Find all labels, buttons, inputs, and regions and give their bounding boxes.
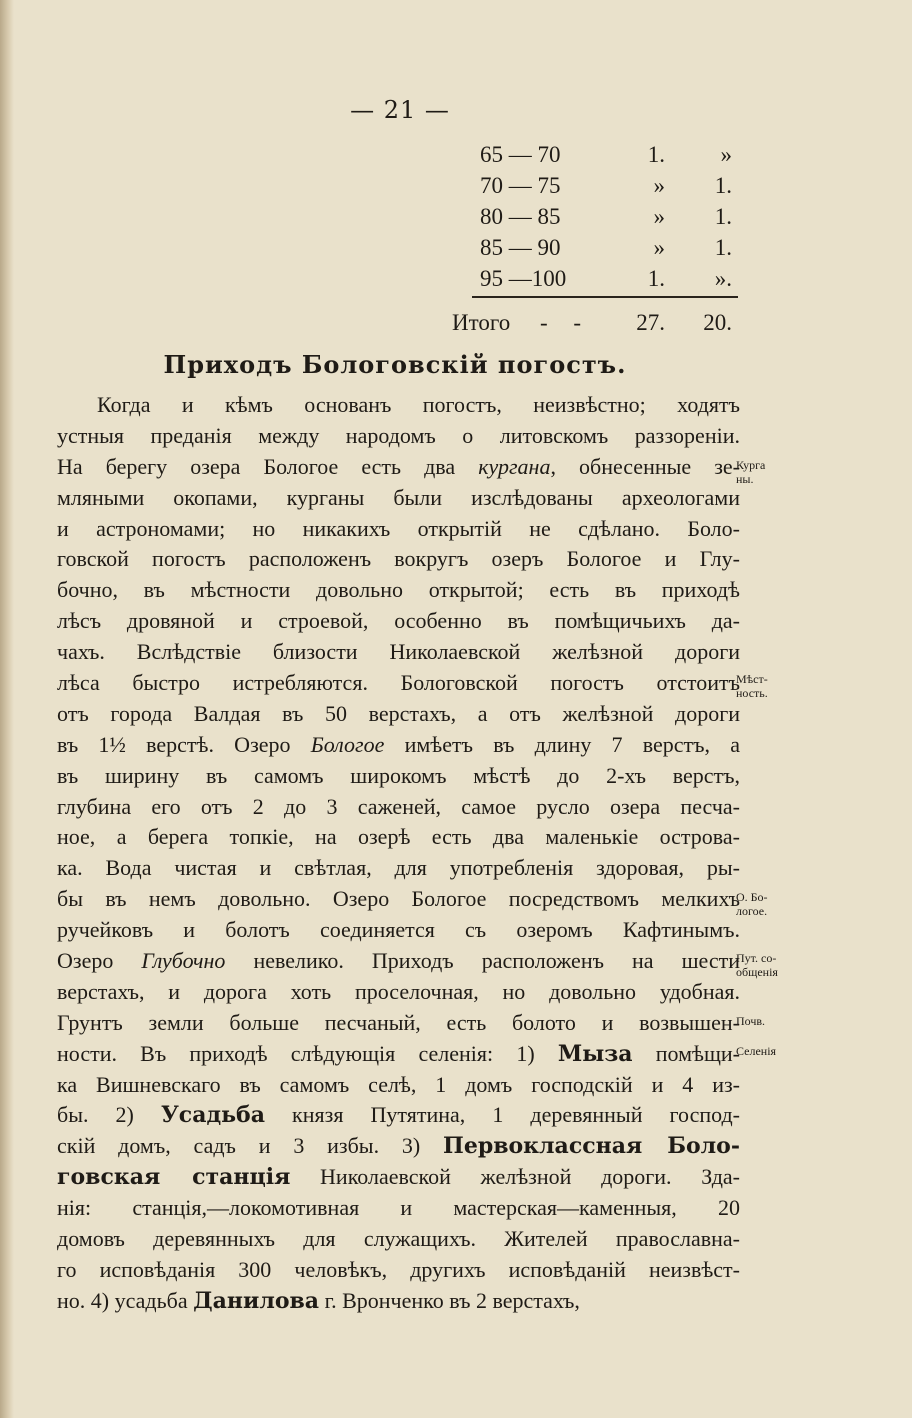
table-cell-a: » (653, 173, 665, 198)
text-line (57, 575, 740, 606)
margin-note-line: Почв. (736, 1014, 766, 1028)
text-line (57, 1008, 740, 1039)
text-segment: г. Вронченко въ 2 верстахъ, (319, 1287, 580, 1313)
text-segment: помѣщи- (632, 1040, 740, 1066)
text-segment: ка. Вода чистая и свѣтлая, для употребленія здоровая, ры- (57, 855, 740, 881)
text-segment: лѣса быстро истребляются. Бологовской погостъ отстоитъ (57, 670, 740, 696)
text-line (57, 853, 740, 884)
text-line (57, 544, 740, 575)
table-cell-a: 1. (647, 142, 665, 167)
text-line (57, 514, 740, 545)
table-row (440, 235, 740, 266)
table-cell-range: 95 —100 (480, 266, 567, 291)
margin-note-mestnost (736, 672, 802, 700)
text-line (57, 483, 740, 514)
table-total-row (440, 310, 740, 341)
section-heading: Приходъ Бологовскій погостъ. (163, 350, 627, 379)
text-segment: мляными окопами, курганы были изслѣдованы археологами (57, 484, 740, 510)
table-row (440, 173, 740, 204)
emphasized-text: Бологое (310, 731, 385, 757)
table-cell-range: 80 — 85 (480, 204, 561, 229)
text-line (57, 977, 740, 1008)
text-segment: Озеро (57, 948, 142, 974)
table-cell-range: 65 — 70 (480, 142, 561, 167)
text-segment: бочно, въ мѣстности довольно открытой; есть въ приходѣ (57, 577, 740, 603)
text-line (57, 452, 740, 483)
text-line (57, 1224, 740, 1255)
margin-note-soobshchenia (736, 951, 802, 979)
text-line (57, 792, 740, 823)
emphasized-text: Глубочно (141, 948, 226, 974)
total-a: 27. (636, 310, 665, 335)
text-segment: ности. Въ приходѣ слѣдующія селенія: 1) (57, 1040, 558, 1066)
text-segment: скій домъ, садъ и 3 избы. 3) (57, 1133, 444, 1159)
text-segment: Грунтъ земли больше песчаный, есть болото и возвышен- (57, 1009, 740, 1035)
text-line (57, 915, 740, 946)
emphasized-text: Усадьба (160, 1102, 265, 1129)
table-cell-b: 1. (714, 173, 732, 198)
text-line (57, 1162, 740, 1193)
text-segment: глубина его отъ 2 до 3 саженей, самое русло озера песча- (57, 793, 740, 819)
total-label: Итого (452, 310, 511, 335)
table-cell-range: 85 — 90 (480, 235, 561, 260)
text-segment: отъ города Валдая въ 50 верстахъ, а отъ желѣзной дороги (57, 700, 740, 726)
emphasized-text: Данилова (193, 1287, 320, 1314)
margin-note-pochva (736, 1014, 802, 1028)
margin-note-line: общенія (736, 965, 778, 979)
text-line (57, 668, 740, 699)
emphasized-text: Мыза (557, 1040, 633, 1067)
text-line (57, 1100, 740, 1131)
margin-note-line: Курга (736, 458, 766, 472)
table-cell-b: ». (714, 266, 732, 291)
text-segment: въ ширину въ самомъ широкомъ мѣстѣ до 2-хъ верстъ, (57, 762, 740, 788)
text-segment: верстахъ, и дорога хоть проселочная, но довольно удобная. (57, 978, 740, 1004)
text-segment: го исповѣданія 300 человѣкъ, другихъ исповѣданій неизвѣст- (57, 1256, 740, 1282)
margin-note-selenia (736, 1044, 802, 1058)
margin-note-line: Селенія (736, 1044, 777, 1058)
text-line (57, 637, 740, 668)
text-segment: имѣетъ въ длину 7 верстъ, а (384, 731, 740, 757)
text-line (57, 884, 740, 915)
table-cell-b: 1. (714, 204, 732, 229)
text-line (57, 1286, 740, 1317)
text-segment: ка Вишневскаго въ самомъ селѣ, 1 домъ господскій и 4 из- (57, 1071, 740, 1097)
table-cell-a: » (653, 204, 665, 229)
table-cell-b: 1. (714, 235, 732, 260)
text-segment: лѣсъ дровяной и строевой, особенно въ помѣщичьихъ да- (57, 608, 740, 634)
table-row (440, 266, 740, 297)
text-segment: Когда и кѣмъ основанъ погостъ, неизвѣстно; ходятъ (97, 392, 740, 417)
table-cell-b: » (720, 142, 732, 167)
text-segment: устныя преданія между народомъ о литовскомъ раззореніи. (57, 422, 740, 448)
emphasized-text: говская станція (57, 1164, 291, 1191)
page-edge (0, 0, 14, 1418)
table-cell-a: » (653, 235, 665, 260)
text-segment: домовъ деревянныхъ для служащихъ. Жителей православна- (57, 1226, 740, 1252)
text-segment: ручейковъ и болотъ соединяется съ озеромъ Кафтинымъ. (57, 917, 740, 943)
margin-note-bologoe (736, 890, 802, 918)
table-total-rule (472, 296, 738, 298)
text-line (57, 1255, 740, 1286)
emphasized-text: кургана (478, 453, 551, 479)
text-segment: бы въ немъ довольно. Озеро Бологое посредствомъ мелкихъ (57, 886, 740, 912)
text-segment: но. 4) усадьба (57, 1287, 194, 1313)
age-table (440, 142, 740, 297)
text-line (57, 699, 740, 730)
margin-note-line: ны. (736, 472, 754, 486)
page-number: — 21 — (350, 96, 450, 124)
margin-note-line: О. Бо- (736, 890, 768, 904)
text-segment: князя Путятина, 1 деревянный господ- (264, 1102, 740, 1128)
text-line (57, 390, 740, 421)
margin-note-line: логое. (736, 904, 768, 918)
emphasized-text: Первоклассная Боло- (443, 1133, 740, 1160)
margin-note-line: Пут. со- (736, 951, 777, 965)
text-segment: На берегу озера Бологое есть два (57, 453, 479, 479)
text-line (57, 730, 740, 761)
text-line (57, 1039, 740, 1070)
text-segment: , обнесенные зе- (550, 453, 740, 479)
text-line (57, 606, 740, 637)
table-cell-range: 70 — 75 (480, 173, 561, 198)
text-segment: бы. 2) (57, 1102, 161, 1128)
text-line (57, 761, 740, 792)
margin-note-line: ность. (736, 686, 768, 700)
table-cell-a: 1. (647, 266, 665, 291)
text-line (57, 1193, 740, 1224)
total-dashes: - - (540, 310, 592, 335)
total-b: 20. (703, 310, 732, 335)
text-segment: въ 1½ верстѣ. Озеро (57, 731, 311, 757)
text-segment: нія: станція,—локомотивная и мастерская—каменныя, 20 (57, 1195, 740, 1221)
table-row (440, 142, 740, 173)
margin-note-kurgany (736, 458, 802, 486)
text-line (57, 822, 740, 853)
text-segment: чахъ. Вслѣдствіе близости Николаевской желѣзной дороги (57, 639, 740, 665)
table-row (440, 204, 740, 235)
text-line (57, 1131, 740, 1162)
text-segment: и астрономами; но никакихъ открытій не сдѣлано. Боло- (57, 515, 740, 541)
text-line (57, 421, 740, 452)
body-text (57, 390, 740, 1317)
text-segment: ное, а берега топкіе, на озерѣ есть два маленькіе острова- (57, 824, 740, 850)
text-line (57, 946, 740, 977)
text-segment: невелико. Приходъ расположенъ на шести (225, 948, 740, 974)
text-segment: Николаевской желѣзной дороги. Зда- (290, 1164, 740, 1190)
text-line (57, 1070, 740, 1101)
text-segment: говской погостъ расположенъ вокругъ озеръ Бологое и Глу- (57, 546, 740, 572)
margin-note-line: Мѣст- (736, 672, 768, 686)
